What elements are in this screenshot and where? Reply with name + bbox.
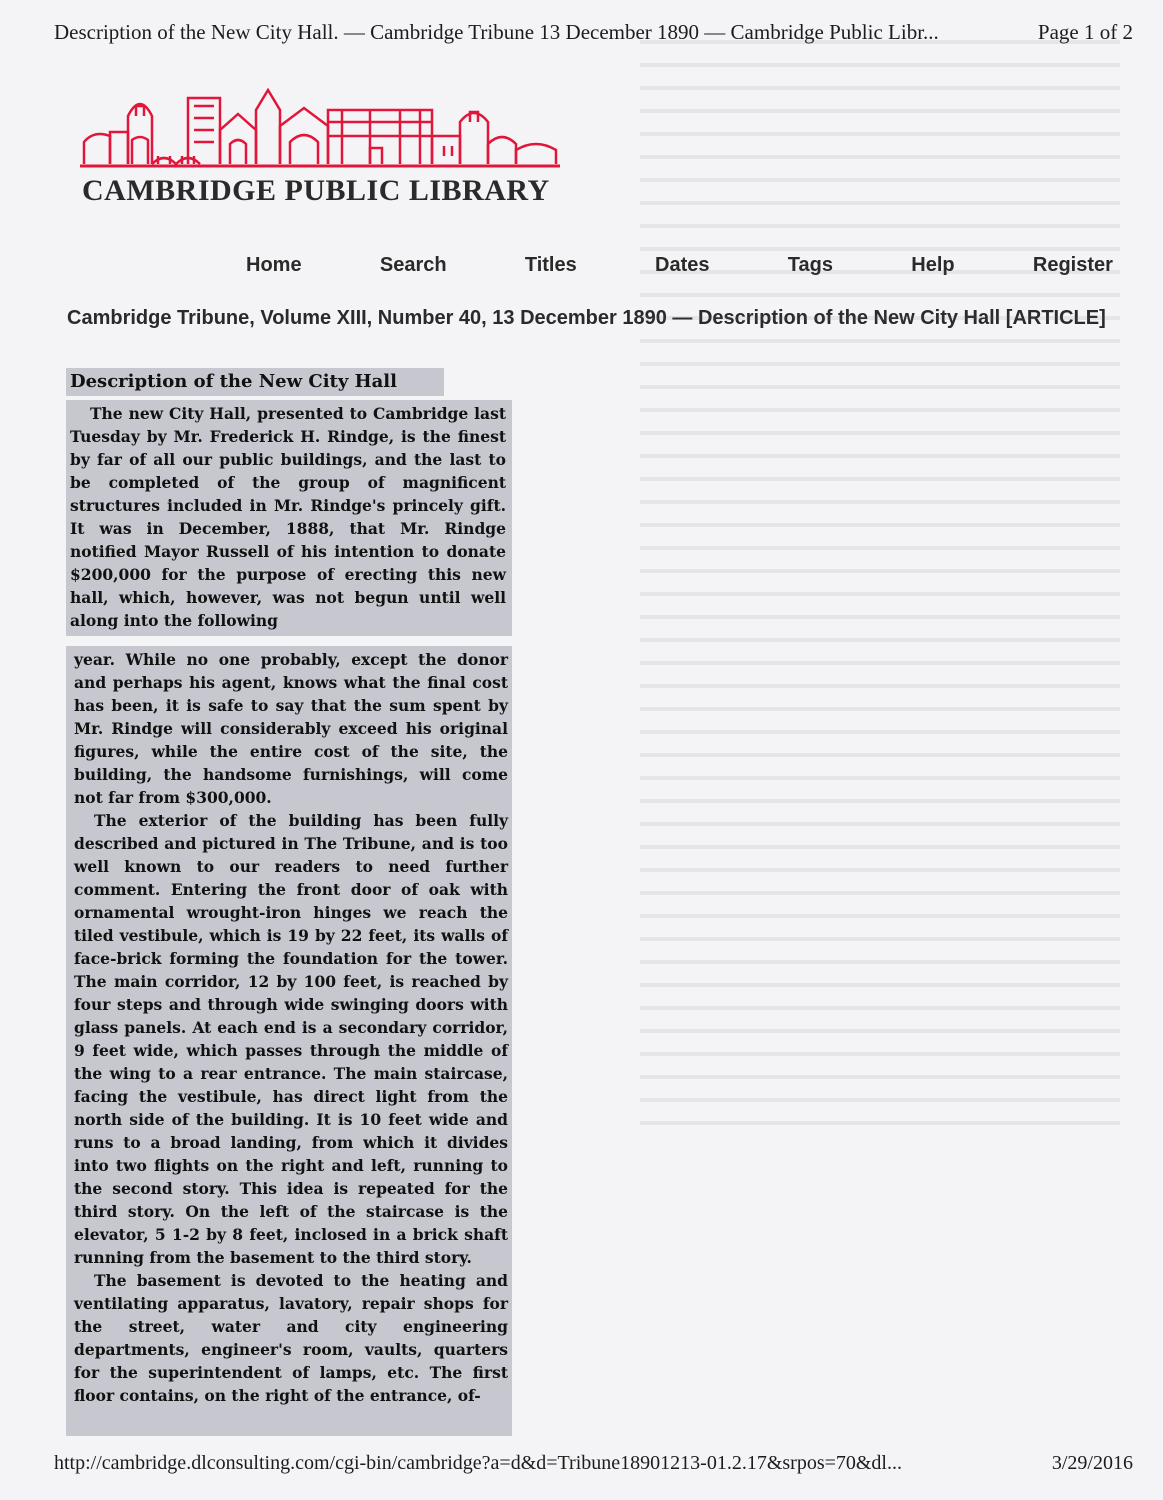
nav-home[interactable]: Home — [246, 254, 302, 276]
library-logo-text: CAMBRIDGE PUBLIC LIBRARY — [82, 174, 550, 207]
print-header-title: Description of the New City Hall. — Cambridge Tribune 13 December 1890 — Cambridge Public Libr... — [54, 20, 939, 44]
scan-paragraph: The new City Hall, presented to Cambridge last Tuesday by Mr. Frederick H. Rindge, is the finest by far of all our public buildings, and the last to be completed of the group of magnificent structures included in Mr. Rindge's princely gift. It was in December, 1888, that Mr. Rindge notified Mayor Russell of his intention to donate $200,000 for the purpose of erecting this new hall, which, however, was not begun until well along into the following — [70, 404, 506, 630]
nav-dates[interactable]: Dates — [655, 254, 710, 276]
library-skyline-icon — [80, 86, 562, 170]
scan-paragraph: year. While no one probably, except the donor and perhaps his agent, knows what the final cost has been, it is safe to say that the sum spent by Mr. Rindge will considerably exceed his original figures, while the entire cost of the site, the building, the handsome furnishings, will come not far from $300,000. — [74, 650, 508, 807]
print-footer — [54, 1452, 1133, 1475]
scan-paragraph: The basement is devoted to the heating and ventilating apparatus, lavatory, repair shops for the street, water and city engineering departments, engineer's room, vaults, quarters for the superintendent of lamps, etc. The first floor contains, on the right of the entrance, of- — [74, 1271, 508, 1405]
print-footer-url: http://cambridge.dlconsulting.com/cgi-bin/cambridge?a=d&d=Tribune18901213-01.2.17&srpos=70&dl... — [54, 1452, 902, 1474]
print-header-page: Page 1 of 2 — [1037, 20, 1133, 44]
article-scan-block-2 — [66, 646, 512, 1436]
scan-headline: Description of the New City Hall — [66, 368, 444, 396]
nav-register[interactable]: Register — [1032, 254, 1113, 276]
main-nav — [236, 254, 1123, 277]
article-title: Cambridge Tribune, Volume XIII, Number 40, 13 December 1890 — Description of the New City Hall [ARTICLE] — [67, 307, 1106, 329]
bleed-through-texture — [640, 40, 1120, 1420]
nav-tags[interactable]: Tags — [787, 254, 833, 276]
library-logo[interactable] — [80, 86, 562, 216]
nav-titles[interactable]: Titles — [524, 254, 577, 276]
article-scan-block-1 — [66, 400, 512, 636]
nav-search[interactable]: Search — [379, 254, 447, 276]
print-header — [54, 20, 1133, 45]
print-footer-date: 3/29/2016 — [1051, 1452, 1133, 1474]
scan-paragraph: The exterior of the building has been fully described and pictured in The Tribune, and is too well known to our readers to need further comment. Entering the front door of oak with ornamental wrought-iron hinges we reach the tiled vestibule, which is 19 by 22 feet, its walls of face-brick forming the foundation for the tower. The main corridor, 12 by 100 feet, is reached by four steps and through wide swinging doors with glass panels. At each end is a secondary corridor, 9 feet wide, which passes through the middle of the wing to a rear entrance. The main staircase, facing the vestibule, has direct light from the north side of the building. It is 10 feet wide and runs to a broad landing, from which it divides into two flights on the right and left, running to the second story. This idea is repeated for the third story. On the left of the staircase is the elevator, 5 1-2 by 8 feet, inclosed in a brick shaft running from the basement to the third story. — [74, 811, 508, 1267]
nav-help[interactable]: Help — [911, 254, 955, 276]
